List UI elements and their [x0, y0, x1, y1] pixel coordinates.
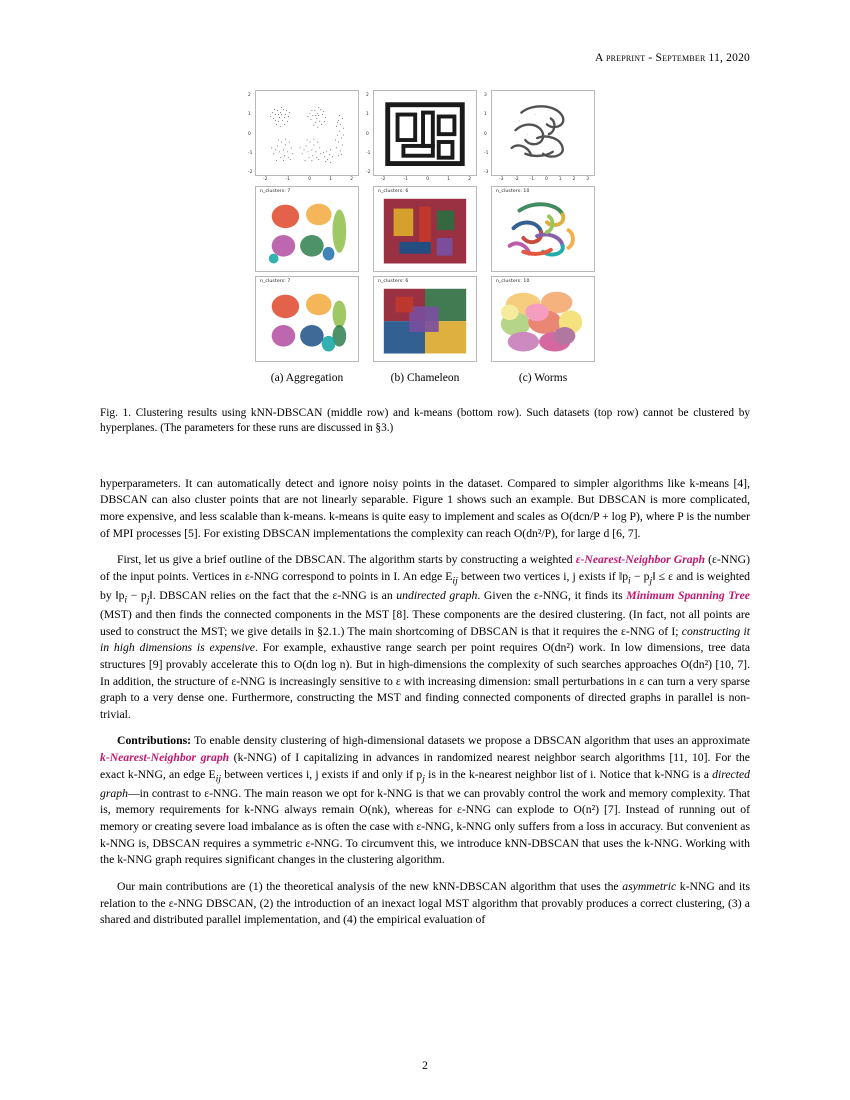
subcaption-chameleon: (b) Chameleon — [390, 372, 460, 384]
figure-top-row — [248, 90, 595, 182]
paragraph-3: Contributions: To enable density clustering of high-dimensional datasets we propose a DBSCAN algorithm that uses an approximate k-Nearest-Neighbor graph (k-NNG) of I capitalizing in advances in randomized nearest neighbor search algorithms [11, 10]. For the exact k-NNG, an edge $E_{ij}$ between vertices i, j exists if and only if $p_j$ is in the k-nearest neighbor list of i. Notice that k-NNG is a directed graph—in contrast to ε-NNG. The main reason we opt for k-NNG is that we can provably control the work and memory complexity. That is, memory requirements for k-NNG always remain O(nk), whereas for ε-NNG can explode to O(n²) [7]. Instead of running out of memory or creating severe load imbalance as is often the case with ε-NNG, k-NNG only suffers from a loss in accuracy. But convenient as k-NNG is, DBSCAN requires a symmetric ε-NNG. To circumvent this, we introduce kNN-DBSCAN that uses the k-NNG. Working with the k-NNG graph requires significant changes in the clustering algorithm. — [100, 734, 751, 867]
contributions-label: Contributions: — [117, 734, 192, 748]
panel-label-aggregation-knn: n_clusters: 7 — [260, 189, 291, 194]
scatter-aggregation-knn — [256, 187, 358, 271]
p3-em-directed: directed graph — [100, 767, 751, 800]
figure-cell-chameleon-kmeans — [373, 276, 477, 362]
paragraph-2: First, let us give a brief outline of the DBSCAN. The algorithm starts by constructing a weighted ε-Nearest-Neighbor Graph (ε-NNG) of the input points. Vertices in ε-NNG correspond to points in I. An edge $E_{ij}$ between two vertices i, j exists if $‖p_i$ − $p_j‖ \le \varepsilon$ and is weighted by $‖p_i$ − $p_j‖$. DBSCAN relies on the fact that the ε-NNG is an undirected graph. Given the ε-NNG, it finds its Minimum Spanning Tree (MST) and then finds the connected components in the MST [8]. These components are the desired clustering. (In fact, not all points are used to construct the MST; we give details in §2.1.) The main shortcoming of DBSCAN is that it requires the ε-NNG of I; constructing it in high dimensions is expensive. For example, exhaustive range search per point requires O(dn²) work. In low dimensions, tree data structures [9] provably accelerate this to O(dn log n). But in high-dimensions the complexity of such searches approaches O(dn²) [10, 7]. In addition, the structure of ε-NNG is increasingly sensitive to ε with increasing dimension: small perturbations in ε can turn a very sparse graph to a very dense one. Furthermore, constructing the MST and finding connected components of directed graphs in parallel is non-trivial. — [100, 553, 751, 721]
panel-aggregation-raw — [248, 90, 359, 176]
p2-part-i: (MST) and then finds the connected components in the MST [8]. These components are the desired clustering. (In fact, not all points are used to construct the MST; we give details in §2.1.) The main shortcoming of DBSCAN is that it requires the ε-NNG of I; — [100, 608, 750, 638]
p3-part-a: To enable density clustering of high-dimensional datasets we propose a DBSCAN algorithm that uses an approximate — [191, 734, 750, 748]
figure-subcaptions — [255, 366, 595, 384]
p4-part-b: k-NNG and its relation to the ε-NNG DBSCAN, (2) the introduction of an inexact logal MST algorithm that provably produces a correct clustering, (3) a shared and distributed parallel implementation, and (4) the empirical evaluation of — [100, 879, 750, 927]
paragraph-4 — [100, 879, 750, 929]
p3-part-d: is in the k-nearest neighbor list of i. Notice that k-NNG is a — [424, 767, 713, 781]
scatter-chameleon-knn — [374, 187, 476, 271]
p2-part-g: ‖. DBSCAN relies on the fact that the ε-NNG is an — [149, 589, 397, 603]
p2-part-h: . Given the ε-NNG, it finds its — [477, 589, 627, 603]
term-knng: k-Nearest-Neighbor graph — [100, 751, 230, 765]
figure-middle-row — [255, 186, 595, 272]
p2-em-expensive: constructing it in high dimensions is expensive — [100, 624, 750, 655]
term-epsilon-nng: ε-Nearest-Neighbor Graph — [575, 553, 705, 567]
scatter-aggregation-raw — [256, 91, 358, 175]
p3-part-e: —in contrast to ε-NNG. The main reason we opt for k-NNG is that we can provably control the work and memory complexity. That is, memory requirements for k-NNG always remain O(nk), whereas for ε-NNG can explode to O(n²) [7]. Instead of running out of memory or creating severe load imbalance as is often the case with ε-NNG, k-NNG only suffers from a loss in accuracy. But convenient as k-NNG is, DBSCAN requires a symmetric ε-NNG. To circumvent this, we introduce kNN-DBSCAN that uses the k-NNG. Working with the k-NNG graph requires significant changes in the clustering algorithm. — [100, 786, 750, 867]
figure-cell-worms-kmeans — [491, 276, 595, 362]
p2-part-c: between two vertices i, j exists if ‖p — [457, 569, 629, 583]
figure-cell-aggregation-kmeans — [255, 276, 359, 362]
panel-worms-raw — [484, 90, 595, 176]
subcaption-worms: (c) Worms — [518, 372, 568, 384]
p3-part-b: (k-NNG) of I capitalizing in advances in randomized nearest neighbor search algorithms [11, 10]. For the exact k-NNG, an edge E — [100, 751, 750, 781]
p2-em-undirected: undirected graph — [396, 589, 478, 603]
figure-cell-aggregation-raw — [248, 90, 359, 182]
panel-label-worms-knn: n_clusters: 10 — [496, 189, 530, 194]
scatter-worms-raw — [492, 91, 594, 175]
panel-chameleon-raw — [366, 90, 477, 176]
panel-chameleon-knn — [373, 186, 477, 272]
scatter-worms-knn — [492, 187, 594, 271]
panel-aggregation-kmeans — [255, 276, 359, 362]
p3-part-c: between vertices i, j exists if and only if p — [221, 767, 423, 781]
figure-bottom-row — [255, 276, 595, 362]
scatter-aggregation-kmeans — [256, 277, 358, 361]
term-mst: Minimum Spanning Tree — [626, 589, 750, 603]
axis-x-aggregation-raw: -2 -1 0 1 2 — [263, 177, 353, 182]
figure-cell-worms-raw — [484, 90, 595, 182]
running-head: A preprint - September 11, 2020 — [595, 52, 750, 64]
panel-worms-kmeans — [491, 276, 595, 362]
figure-cell-aggregation-knn — [255, 186, 359, 272]
scatter-chameleon-raw — [374, 91, 476, 175]
figure-cell-chameleon-knn — [373, 186, 477, 272]
p4-em-asymmetric: asymmetric — [622, 879, 677, 893]
axis-x-worms-raw: -3 -2 -1 0 1 2 3 — [499, 177, 589, 182]
scatter-chameleon-kmeans — [374, 277, 476, 361]
panel-label-aggregation-kmeans: n_clusters: 7 — [260, 279, 291, 284]
p2-part-e: ‖ ≤ ε and is weighted by ‖p — [100, 569, 750, 603]
panel-worms-knn — [491, 186, 595, 272]
axis-y-worms-raw: 3 1 0 -1 -3 — [484, 93, 489, 175]
body-text — [100, 476, 750, 929]
figure-caption: Fig. 1. Clustering results using kNN-DBSCAN (middle row) and k-means (bottom row). Such datasets (top row) cannot be clustered by hyperplanes. (The parameters for these runs are discussed in §3.) — [100, 407, 750, 434]
p2-part-b: (ε-NNG) of the input points. Vertices in ε-NNG correspond to points in I. An edge E — [100, 553, 750, 583]
p2-part-f: − p — [127, 589, 147, 603]
p2-part-a: First, let us give a brief outline of the DBSCAN. The algorithm starts by constructing a weighted — [117, 553, 576, 567]
page-number: 2 — [422, 1060, 428, 1072]
p2-part-d: − p — [630, 569, 650, 583]
panel-aggregation-knn — [255, 186, 359, 272]
figure-1 — [248, 90, 595, 384]
paragraph-1: hyperparameters. It can automatically detect and ignore noisy points in the dataset. Compared to simpler algorithms like k-means [4], DBSCAN can also cluster points that are not linearly separable. Figure 1 shows such an example. But DBSCAN is more complicated, more expensive, and less scalable than k-means. k-means is quite easy to implement and scales as O(dcn/P + log P), where P is the number of MPI processes [5]. For existing DBSCAN implementations the complexity can reach O(dn²/P), for large d [6, 7]. — [100, 476, 750, 540]
panel-label-worms-kmeans: n_clusters: 10 — [496, 279, 530, 284]
axis-y-aggregation-raw: 2 1 0 -1 -2 — [248, 93, 253, 175]
axis-x-chameleon-raw: -2 -1 0 1 2 — [381, 177, 471, 182]
figure-cell-chameleon-raw — [366, 90, 477, 182]
panel-label-chameleon-kmeans: n_clusters: 6 — [378, 279, 409, 284]
panel-chameleon-kmeans — [373, 276, 477, 362]
figure-cell-worms-knn — [491, 186, 595, 272]
subcaption-aggregation: (a) Aggregation — [270, 372, 344, 384]
panel-label-chameleon-knn: n_clusters: 6 — [378, 189, 409, 194]
axis-y-chameleon-raw: 2 1 0 -1 -2 — [366, 93, 371, 175]
p4-part-a: Our main contributions are (1) the theoretical analysis of the new kNN-DBSCAN algorithm that uses the — [117, 879, 623, 893]
scatter-worms-kmeans — [492, 277, 594, 361]
p2-part-j: . For example, exhaustive range search per point requires O(dn²) work. In low dimensions, tree data structures [9] provably accelerate this to O(dn log n). But in high-dimensions the complexity of such searches approaches O(dn²) [10, 7]. In addition, the structure of ε-NNG is increasingly sensitive to ε with increasing dimension: small perturbations in ε can turn a very sparse graph to a very dense one. Furthermore, constructing the MST and finding connected components of directed graphs in parallel is non-trivial. — [100, 641, 751, 721]
